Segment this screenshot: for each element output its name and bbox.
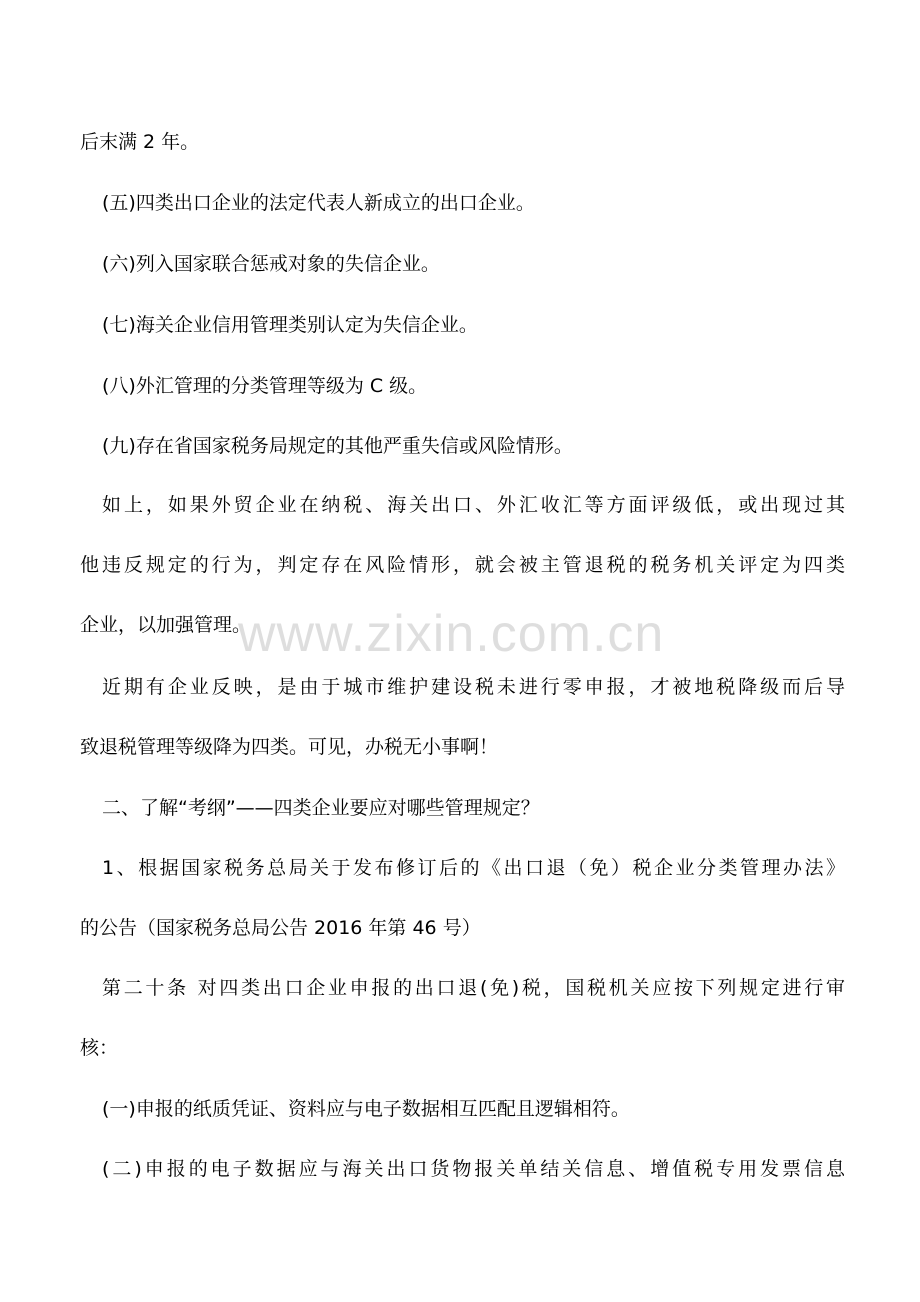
watermark: www.zixin.com.cn	[238, 605, 665, 663]
text-line: 致退税管理等级降为四类。可见，办税无小事啊！	[80, 736, 499, 758]
text-line: 如上，如果外贸企业在纳税、海关出口、外汇收汇等方面评级低，或出现过其	[102, 494, 845, 516]
text-line: (六)列入国家联合惩戒对象的失信企业。	[102, 253, 440, 275]
text-line: 企业，以加强管理。	[80, 614, 252, 636]
text-line: 核：	[80, 1037, 119, 1059]
text-line: (二)申报的电子数据应与海关出口货物报关单结关信息、增值税专用发票信息	[102, 1158, 845, 1180]
text-line: (五)四类出口企业的法定代表人新成立的出口企业。	[102, 192, 535, 214]
text-line: 近期有企业反映，是由于城市维护建设税未进行零申报，才被地税降级而后导	[102, 676, 845, 698]
text-line: 后末满 2 年。	[80, 131, 200, 153]
text-line: 1、根据国家税务总局关于发布修订后的《出口退（免）税企业分类管理办法》	[102, 857, 845, 879]
section-heading: 二、了解“考纲”——四类企业要应对哪些管理规定？	[102, 797, 540, 819]
text-line: 第二十条 对四类出口企业申报的出口退(免)税，国税机关应按下列规定进行审	[102, 977, 845, 999]
text-line: 的公告（国家税务总局公告 2016 年第 46 号）	[80, 917, 481, 939]
text-line: (七)海关企业信用管理类别认定为失信企业。	[102, 314, 478, 336]
text-line: (一)申报的纸质凭证、资料应与电子数据相互匹配且逻辑相符。	[102, 1098, 630, 1120]
text-line: 他违反规定的行为，判定存在风险情形，就会被主管退税的税务机关评定为四类	[80, 554, 845, 576]
text-line: (九)存在省国家税务局规定的其他严重失信或风险情形。	[102, 435, 573, 457]
text-line: (八)外汇管理的分类管理等级为 C 级。	[102, 375, 428, 397]
